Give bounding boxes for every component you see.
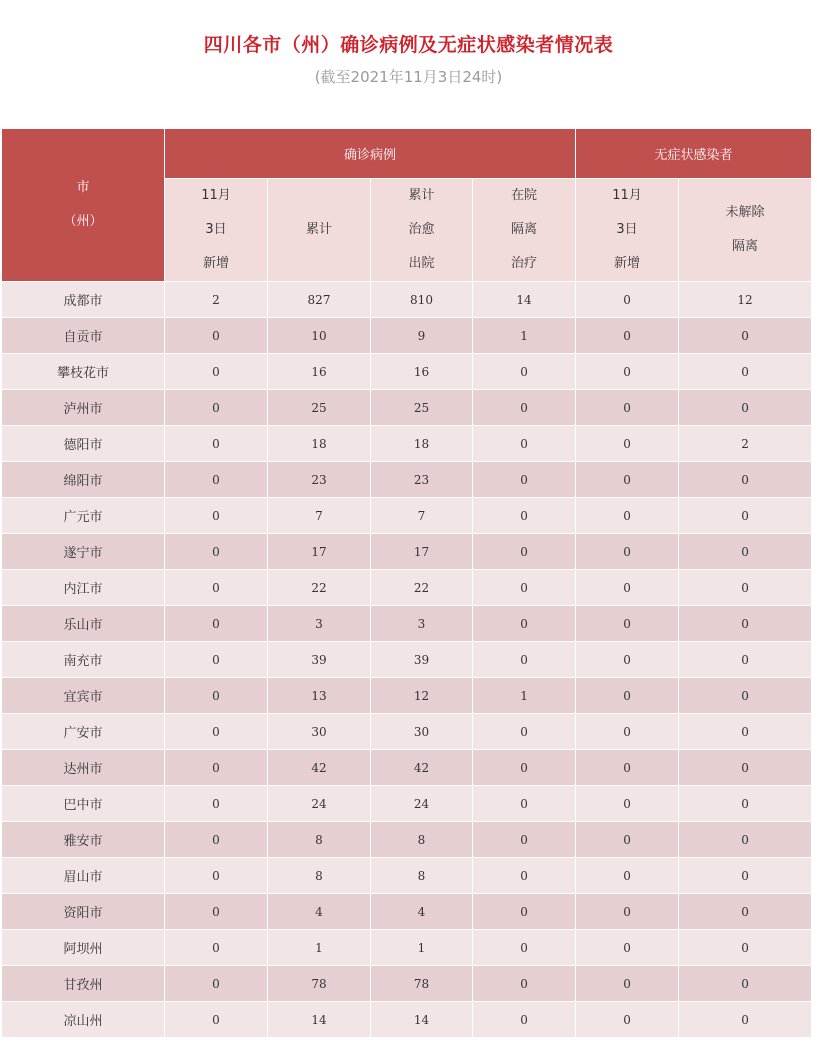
value-cell: 0 <box>165 642 268 678</box>
value-cell: 0 <box>473 714 576 750</box>
value-cell: 0 <box>576 426 679 462</box>
value-cell: 0 <box>679 354 812 390</box>
value-cell: 30 <box>371 714 473 750</box>
col-header-asymptomatic-new: 11月 3日 新增 <box>576 179 679 282</box>
table-row <box>2 606 812 642</box>
city-name-cell: 广元市 <box>2 498 165 534</box>
value-cell: 8 <box>371 822 473 858</box>
value-cell: 0 <box>165 858 268 894</box>
value-cell: 14 <box>268 1002 371 1038</box>
value-cell: 25 <box>268 390 371 426</box>
value-cell: 0 <box>576 462 679 498</box>
table-row <box>2 822 812 858</box>
value-cell: 1 <box>473 318 576 354</box>
value-cell: 0 <box>679 822 812 858</box>
value-cell: 25 <box>371 390 473 426</box>
value-cell: 0 <box>473 642 576 678</box>
value-cell: 0 <box>576 498 679 534</box>
table-row <box>2 570 812 606</box>
value-cell: 8 <box>371 858 473 894</box>
table-row <box>2 786 812 822</box>
value-cell: 0 <box>576 1002 679 1038</box>
value-cell: 0 <box>679 498 812 534</box>
value-cell: 22 <box>371 570 473 606</box>
value-cell: 1 <box>371 930 473 966</box>
table-row <box>2 966 812 1002</box>
table-body <box>2 282 812 1038</box>
value-cell: 0 <box>576 966 679 1002</box>
asymptomatic-group-header: 无症状感染者 <box>576 129 812 179</box>
city-name-cell: 达州市 <box>2 750 165 786</box>
table-row <box>2 750 812 786</box>
city-name-cell: 南充市 <box>2 642 165 678</box>
value-cell: 16 <box>268 354 371 390</box>
value-cell: 0 <box>576 606 679 642</box>
value-cell: 0 <box>679 678 812 714</box>
table-row <box>2 462 812 498</box>
value-cell: 0 <box>165 930 268 966</box>
value-cell: 0 <box>165 534 268 570</box>
value-cell: 4 <box>371 894 473 930</box>
value-cell: 0 <box>473 462 576 498</box>
value-cell: 16 <box>371 354 473 390</box>
value-cell: 810 <box>371 282 473 318</box>
city-name-cell: 巴中市 <box>2 786 165 822</box>
value-cell: 0 <box>165 390 268 426</box>
value-cell: 0 <box>679 786 812 822</box>
table-row <box>2 282 812 318</box>
value-cell: 2 <box>679 426 812 462</box>
value-cell: 0 <box>679 1002 812 1038</box>
value-cell: 78 <box>268 966 371 1002</box>
table-row <box>2 318 812 354</box>
value-cell: 24 <box>371 786 473 822</box>
city-name-cell: 自贡市 <box>2 318 165 354</box>
value-cell: 39 <box>371 642 473 678</box>
value-cell: 0 <box>679 714 812 750</box>
value-cell: 0 <box>473 894 576 930</box>
value-cell: 0 <box>679 966 812 1002</box>
confirmed-group-header: 确诊病例 <box>165 129 576 179</box>
value-cell: 18 <box>371 426 473 462</box>
value-cell: 0 <box>679 750 812 786</box>
case-table <box>1 128 812 1038</box>
value-cell: 12 <box>679 282 812 318</box>
value-cell: 22 <box>268 570 371 606</box>
city-name-cell: 遂宁市 <box>2 534 165 570</box>
page-title: 四川各市（州）确诊病例及无症状感染者情况表 <box>203 34 614 56</box>
value-cell: 42 <box>371 750 473 786</box>
value-cell: 0 <box>576 822 679 858</box>
value-cell: 0 <box>576 678 679 714</box>
value-cell: 0 <box>165 822 268 858</box>
table-row <box>2 894 812 930</box>
col-header-discharged: 累计 治愈 出院 <box>371 179 473 282</box>
city-name-cell: 宜宾市 <box>2 678 165 714</box>
city-name-cell: 成都市 <box>2 282 165 318</box>
city-name-cell: 攀枝花市 <box>2 354 165 390</box>
city-name-cell: 乐山市 <box>2 606 165 642</box>
value-cell: 23 <box>371 462 473 498</box>
value-cell: 0 <box>576 786 679 822</box>
value-cell: 0 <box>679 390 812 426</box>
value-cell: 0 <box>165 678 268 714</box>
value-cell: 8 <box>268 822 371 858</box>
value-cell: 2 <box>165 282 268 318</box>
value-cell: 17 <box>268 534 371 570</box>
value-cell: 0 <box>679 642 812 678</box>
value-cell: 18 <box>268 426 371 462</box>
col-header-hospitalized: 在院 隔离 治疗 <box>473 179 576 282</box>
value-cell: 4 <box>268 894 371 930</box>
value-cell: 0 <box>576 570 679 606</box>
value-cell: 0 <box>576 534 679 570</box>
value-cell: 0 <box>679 534 812 570</box>
city-name-cell: 资阳市 <box>2 894 165 930</box>
value-cell: 0 <box>679 318 812 354</box>
value-cell: 0 <box>165 966 268 1002</box>
value-cell: 0 <box>679 858 812 894</box>
value-cell: 0 <box>473 930 576 966</box>
col-header-confirmed-total: 累计 <box>268 179 371 282</box>
value-cell: 0 <box>165 354 268 390</box>
value-cell: 24 <box>268 786 371 822</box>
value-cell: 0 <box>165 894 268 930</box>
value-cell: 30 <box>268 714 371 750</box>
value-cell: 0 <box>679 606 812 642</box>
city-name-cell: 凉山州 <box>2 1002 165 1038</box>
value-cell: 42 <box>268 750 371 786</box>
value-cell: 0 <box>473 966 576 1002</box>
value-cell: 0 <box>679 930 812 966</box>
value-cell: 7 <box>371 498 473 534</box>
value-cell: 0 <box>165 786 268 822</box>
value-cell: 39 <box>268 642 371 678</box>
city-name-cell: 阿坝州 <box>2 930 165 966</box>
value-cell: 0 <box>165 462 268 498</box>
value-cell: 0 <box>576 318 679 354</box>
city-name-cell: 绵阳市 <box>2 462 165 498</box>
table-row <box>2 858 812 894</box>
value-cell: 0 <box>576 354 679 390</box>
value-cell: 0 <box>165 606 268 642</box>
table-row <box>2 678 812 714</box>
value-cell: 78 <box>371 966 473 1002</box>
value-cell: 13 <box>268 678 371 714</box>
value-cell: 0 <box>473 822 576 858</box>
city-name-cell: 广安市 <box>2 714 165 750</box>
value-cell: 0 <box>473 750 576 786</box>
city-name-cell: 德阳市 <box>2 426 165 462</box>
value-cell: 0 <box>576 858 679 894</box>
value-cell: 0 <box>165 498 268 534</box>
value-cell: 0 <box>473 390 576 426</box>
city-column-header: 市 （州） <box>2 129 165 282</box>
value-cell: 7 <box>268 498 371 534</box>
value-cell: 0 <box>473 858 576 894</box>
value-cell: 9 <box>371 318 473 354</box>
value-cell: 0 <box>165 714 268 750</box>
value-cell: 0 <box>473 786 576 822</box>
city-name-cell: 甘孜州 <box>2 966 165 1002</box>
value-cell: 0 <box>165 426 268 462</box>
table-row <box>2 1002 812 1038</box>
table-row <box>2 426 812 462</box>
value-cell: 0 <box>473 426 576 462</box>
city-name-cell: 雅安市 <box>2 822 165 858</box>
value-cell: 0 <box>576 894 679 930</box>
value-cell: 0 <box>473 498 576 534</box>
value-cell: 3 <box>371 606 473 642</box>
table-row <box>2 714 812 750</box>
value-cell: 0 <box>679 894 812 930</box>
value-cell: 0 <box>165 750 268 786</box>
table-row <box>2 354 812 390</box>
col-header-confirmed-new: 11月 3日 新增 <box>165 179 268 282</box>
value-cell: 0 <box>473 1002 576 1038</box>
value-cell: 1 <box>473 678 576 714</box>
value-cell: 0 <box>473 534 576 570</box>
value-cell: 14 <box>473 282 576 318</box>
value-cell: 14 <box>371 1002 473 1038</box>
value-cell: 0 <box>576 282 679 318</box>
value-cell: 827 <box>268 282 371 318</box>
value-cell: 0 <box>679 570 812 606</box>
value-cell: 10 <box>268 318 371 354</box>
value-cell: 0 <box>473 354 576 390</box>
value-cell: 8 <box>268 858 371 894</box>
value-cell: 17 <box>371 534 473 570</box>
table-row <box>2 930 812 966</box>
value-cell: 23 <box>268 462 371 498</box>
col-header-under-observation: 未解除 隔离 <box>679 179 812 282</box>
city-name-cell: 泸州市 <box>2 390 165 426</box>
value-cell: 0 <box>576 390 679 426</box>
value-cell: 0 <box>679 462 812 498</box>
value-cell: 0 <box>165 1002 268 1038</box>
value-cell: 0 <box>576 642 679 678</box>
value-cell: 0 <box>165 318 268 354</box>
value-cell: 3 <box>268 606 371 642</box>
value-cell: 0 <box>473 570 576 606</box>
value-cell: 12 <box>371 678 473 714</box>
value-cell: 0 <box>576 714 679 750</box>
table-row <box>2 642 812 678</box>
value-cell: 0 <box>576 750 679 786</box>
value-cell: 0 <box>473 606 576 642</box>
value-cell: 0 <box>165 570 268 606</box>
table-row <box>2 534 812 570</box>
value-cell: 0 <box>576 930 679 966</box>
page-subtitle: (截至2021年11月3日24时) <box>314 68 503 86</box>
city-name-cell: 眉山市 <box>2 858 165 894</box>
city-name-cell: 内江市 <box>2 570 165 606</box>
table-row <box>2 498 812 534</box>
table-row <box>2 390 812 426</box>
value-cell: 1 <box>268 930 371 966</box>
